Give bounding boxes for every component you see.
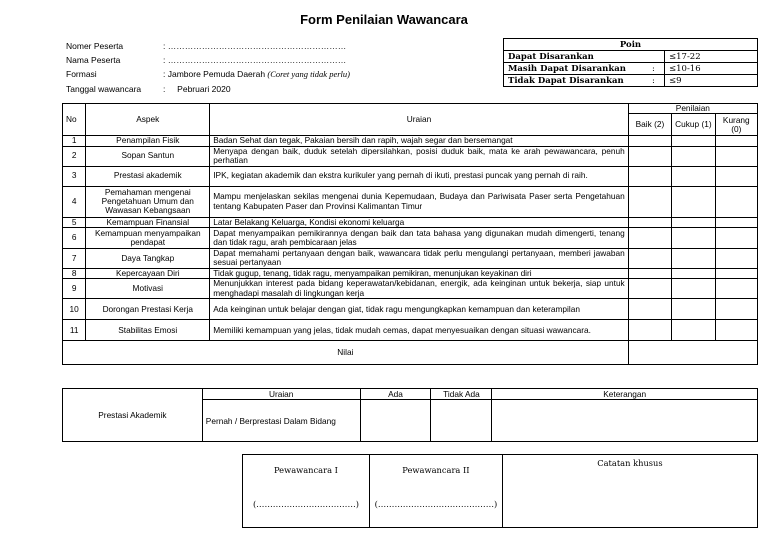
row-aspek: Sopan Santun [86, 146, 210, 166]
row-no: 10 [63, 299, 86, 320]
header-tidak-ada: Tidak Ada [431, 389, 492, 400]
header-aspek: Aspek [86, 104, 210, 136]
score-cukup-cell[interactable] [672, 299, 715, 320]
assessment-table [62, 103, 758, 365]
header-keterangan: Keterangan [492, 389, 758, 400]
row-no: 2 [63, 146, 86, 166]
row-uraian: Menunjukkan interest pada bidang keperawatan/kebidanan, energik, ada keinginan untuk bekerja, siap untuk menghadapi masalah di lingkungan kerja [210, 279, 628, 299]
meta-row-tanggal [66, 82, 350, 96]
score-cukup-cell[interactable] [672, 186, 715, 217]
row-no: 11 [63, 320, 86, 341]
tidak-ada-cell[interactable] [431, 400, 492, 442]
row-aspek: Motivasi [86, 279, 210, 299]
table-row [63, 248, 758, 268]
score-baik-cell[interactable] [628, 299, 671, 320]
prestasi-label: Prestasi Akademik [63, 389, 203, 442]
table-row [63, 186, 758, 217]
header-cukup: Cukup (1) [672, 114, 715, 136]
poin-label: Masih Dapat Disarankan [504, 63, 649, 75]
row-no: 9 [63, 279, 86, 299]
score-kurang-cell[interactable] [715, 279, 757, 299]
score-kurang-cell[interactable] [715, 166, 757, 186]
score-baik-cell[interactable] [628, 279, 671, 299]
row-uraian: Mampu menjelaskan sekilas mengenai dunia Kepemudaan, Budaya dan Pariwisata Paser serta Pengetahuan tentang Kabupaten Paser dan Provinsi Kalimantan Timur [210, 186, 628, 217]
pewawancara-1-sign: (………………………………) [252, 499, 359, 509]
header-baik: Baik (2) [628, 114, 671, 136]
score-kurang-cell[interactable] [715, 136, 757, 146]
table-row [63, 268, 758, 278]
header-uraian: Uraian [210, 104, 628, 136]
score-kurang-cell[interactable] [715, 268, 757, 278]
form-title: Form Penilaian Wawancara [300, 12, 468, 27]
poin-table [503, 38, 758, 87]
catatan-khusus-label: Catatan khusus [597, 458, 663, 468]
meta-key: Nama Peserta [66, 55, 121, 66]
row-uraian: IPK, kegiatan akademik dan ekstra kurikuler yang pernah di ikuti, prestasi puncak yang pernah di raih. [210, 166, 628, 186]
meta-key: Tanggal wawancara [66, 83, 142, 94]
row-no: 3 [63, 166, 86, 186]
keterangan-cell[interactable] [492, 400, 758, 442]
signature-table [242, 454, 758, 528]
score-baik-cell[interactable] [628, 136, 671, 146]
row-aspek: Kemampuan Finansial [86, 217, 210, 227]
pewawancara-2-sign: (……………………………………) [374, 499, 498, 509]
row-uraian: Menyapa dengan baik, duduk setelah dipersilahkan, posisi duduk baik, mata ke arah pewawancara, penuh perhatian [210, 146, 628, 166]
row-aspek: Dorongan Prestasi Kerja [86, 299, 210, 320]
score-cukup-cell[interactable] [672, 227, 715, 248]
row-no: 6 [63, 227, 86, 248]
row-uraian: Badan Sehat dan tegak, Pakaian bersih dan rapih, wajah segar dan bersemangat [210, 136, 628, 146]
table-row [63, 166, 758, 186]
row-uraian: Tidak gugup, tenang, tidak ragu, menyampaikan pemikiran, menunjukan keyakinan diri [210, 268, 628, 278]
score-baik-cell[interactable] [628, 227, 671, 248]
meta-key: Formasi [66, 69, 97, 80]
score-kurang-cell[interactable] [715, 217, 757, 227]
table-row [63, 136, 758, 146]
score-kurang-cell[interactable] [715, 227, 757, 248]
score-cukup-cell[interactable] [672, 320, 715, 341]
meta-value: : ……………………………………………………… [163, 55, 347, 66]
row-uraian: Memiliki kemampuan yang jelas, tidak mudah cemas, dapat menyesuaikan dengan situasi wawancara. [210, 320, 628, 341]
pewawancara-2-box[interactable] [369, 455, 502, 528]
nilai-label: Nilai [63, 341, 629, 365]
score-kurang-cell[interactable] [715, 320, 757, 341]
table-row [63, 217, 758, 227]
row-aspek: Kemampuan menyampaikan pendapat [86, 227, 210, 248]
poin-row [504, 63, 758, 75]
poin-sep: : [648, 75, 665, 87]
poin-sep: : [648, 63, 665, 75]
row-no: 7 [63, 248, 86, 268]
header-ada: Ada [360, 389, 431, 400]
score-baik-cell[interactable] [628, 217, 671, 227]
score-cukup-cell[interactable] [672, 279, 715, 299]
participant-info [66, 39, 350, 96]
score-baik-cell[interactable] [628, 146, 671, 166]
score-baik-cell[interactable] [628, 268, 671, 278]
row-no: 5 [63, 217, 86, 227]
row-aspek: Prestasi akademik [86, 166, 210, 186]
poin-label: Tidak Dapat Disarankan [504, 75, 649, 87]
prestasi-table [62, 388, 758, 442]
table-row [63, 146, 758, 166]
score-cukup-cell[interactable] [672, 166, 715, 186]
poin-row [504, 51, 758, 63]
poin-value: ≤9 [665, 75, 758, 87]
row-no: 8 [63, 268, 86, 278]
pewawancara-2-label: Pewawancara II [402, 465, 470, 475]
score-kurang-cell[interactable] [715, 248, 757, 268]
row-uraian: Dapat memahami pertanyaan dengan baik, wawancara tidak perlu mengulangi pertanyaan, memberi jawaban sesuai pertanyaan [210, 248, 628, 268]
pewawancara-1-box[interactable] [243, 455, 370, 528]
meta-key: Nomer Peserta [66, 41, 124, 51]
table-row [63, 279, 758, 299]
pewawancara-1-label: Pewawancara I [273, 465, 338, 475]
score-baik-cell[interactable] [628, 186, 671, 217]
nilai-row [63, 341, 758, 365]
row-aspek: Kepercayaan Diri [86, 268, 210, 278]
header-uraian: Uraian [202, 389, 360, 400]
score-baik-cell[interactable] [628, 320, 671, 341]
row-uraian: Latar Belakang Keluarga, Kondisi ekonomi keluarga [210, 217, 628, 227]
poin-row [504, 75, 758, 87]
prestasi-uraian: Pernah / Berprestasi Dalam Bidang [202, 400, 360, 442]
row-no: 1 [63, 136, 86, 146]
poin-value: ≤10-16 [665, 63, 758, 75]
meta-row-nomer [66, 39, 350, 53]
meta-value: : ……………………………………………………… [163, 41, 347, 51]
poin-sep [648, 51, 665, 63]
header-kurang: Kurang (0) [715, 114, 757, 136]
row-aspek: Pemahaman mengenai Pengetahuan Umum dan Wawasan Kebangsaan [86, 186, 210, 217]
table-row [63, 299, 758, 320]
table-row [63, 320, 758, 341]
score-baik-cell[interactable] [628, 166, 671, 186]
score-cukup-cell[interactable] [672, 136, 715, 146]
header-no: No [63, 104, 86, 136]
meta-row-nama [66, 53, 350, 67]
poin-label: Dapat Disarankan [504, 51, 649, 63]
table-row [63, 227, 758, 248]
poin-header: Poin [504, 39, 758, 51]
score-cukup-cell[interactable] [672, 146, 715, 166]
row-no: 4 [63, 186, 86, 217]
header-penilaian: Penilaian [628, 104, 757, 114]
formasi-note: (Coret yang tidak perlu) [267, 69, 350, 80]
score-kurang-cell[interactable] [715, 146, 757, 166]
meta-value: : Pebruari 2020 [163, 83, 231, 94]
row-aspek: Penampilan Fisik [86, 136, 210, 146]
formasi-value: : Jambore Pemuda Daerah [163, 69, 268, 80]
nilai-value-cell[interactable] [628, 341, 757, 365]
score-cukup-cell[interactable] [672, 268, 715, 278]
poin-value: ≤17-22 [665, 51, 758, 63]
meta-value [163, 67, 350, 81]
row-aspek: Daya Tangkap [86, 248, 210, 268]
score-cukup-cell[interactable] [672, 248, 715, 268]
assessment-rows [63, 136, 758, 365]
score-baik-cell[interactable] [628, 248, 671, 268]
row-uraian: Ada keinginan untuk belajar dengan giat, tidak ragu mengungkapkan kemampuan dan keterampilan [210, 299, 628, 320]
score-kurang-cell[interactable] [715, 299, 757, 320]
ada-cell[interactable] [360, 400, 431, 442]
row-uraian: Dapat menyampaikan pemikirannya dengan baik dan tata bahasa yang digunakan mudah dimengerti, tenang dan tidak ragu, arah pembicaraan jelas [210, 227, 628, 248]
score-kurang-cell[interactable] [715, 186, 757, 217]
score-cukup-cell[interactable] [672, 217, 715, 227]
catatan-khusus-box[interactable] [502, 455, 757, 528]
row-aspek: Stabilitas Emosi [86, 320, 210, 341]
meta-row-formasi [66, 67, 350, 81]
